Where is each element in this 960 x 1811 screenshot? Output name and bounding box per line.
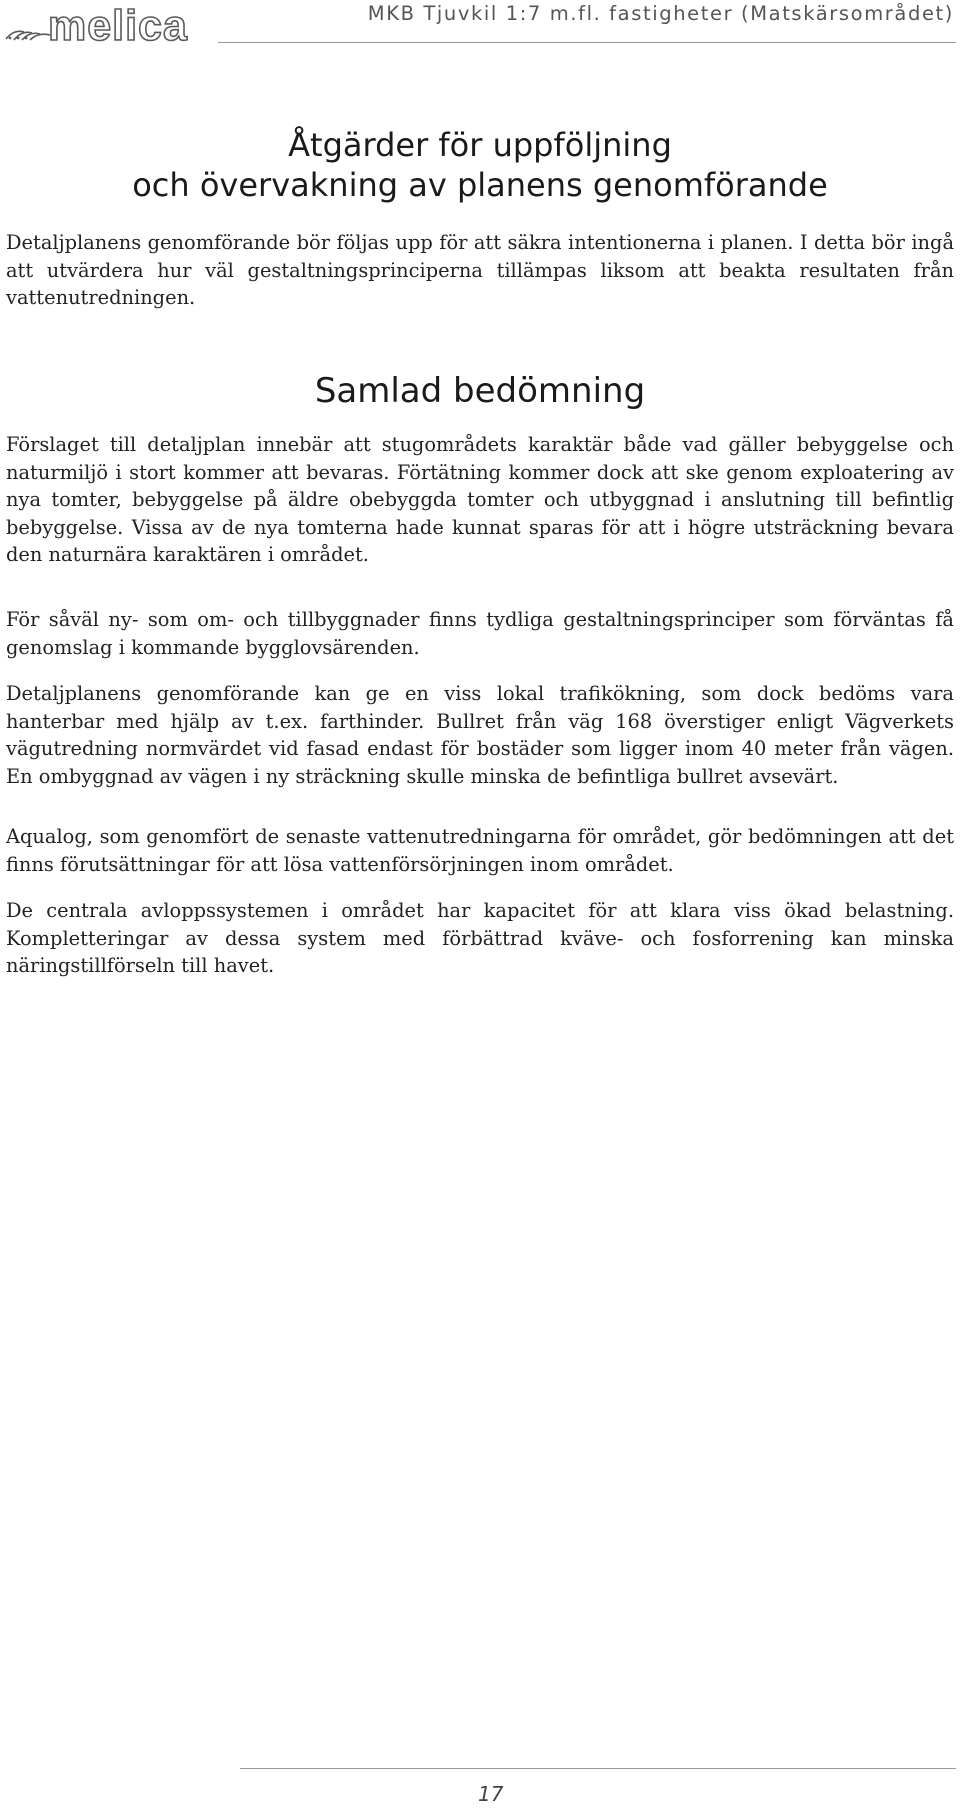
section-heading: Samlad bedömning bbox=[314, 371, 646, 411]
body-paragraph-5: De centrala avloppssystemen i området har kapacitet för att klara viss ökad belastning. Kompletteringar av dessa system med förbättrad kväve- och fosforrening kan minska näringstillförseln till havet. bbox=[6, 899, 954, 977]
document-title: MKB Tjuvkil 1:7 m.fl. fastigheter (Matskärsområdet) bbox=[367, 2, 954, 25]
header-divider bbox=[218, 42, 956, 43]
melica-logo bbox=[4, 2, 219, 50]
body-paragraph-4: Aqualog, som genomfört de senaste vattenutredningarna för området, gör bedömningen att det finns förutsättningar för att lösa vattenförsörjningen inom området. bbox=[6, 825, 954, 876]
main-heading-line2: och övervakning av planens genomförande bbox=[132, 166, 828, 204]
main-heading bbox=[0, 125, 960, 205]
footer-divider bbox=[240, 1768, 956, 1769]
body-paragraph-2: För såväl ny- som om- och tillbyggnader finns tydliga gestaltningsprinciper som förväntas få genomslag i kommande bygglovsärenden. bbox=[6, 608, 954, 659]
grass-icon bbox=[4, 26, 52, 42]
page-number: 17 bbox=[478, 1782, 504, 1806]
body-paragraph-1: Förslaget till detaljplan innebär att stugområdets karaktär både vad gäller bebyggelse och naturmiljö i stort kommer att bevaras. Förtätning kommer dock att ske genom exploatering av nya tomter, bebyggelse på äldre obebyggda tomter och utbyggnad i anslutning till befintlig bebyggelse. Vissa av de nya tomterna hade kunnat sparas för att i högre utsträckning bevara den naturnära karaktären i området. bbox=[6, 433, 954, 566]
main-heading-line1: Åtgärder för uppföljning bbox=[288, 126, 672, 164]
body-paragraph-3: Detaljplanens genomförande kan ge en viss lokal trafikökning, som dock bedöms vara hanterbar med hjälp av t.ex. farthinder. Bullret från väg 168 överstiger enligt Vägverkets vägutredning normvärdet vid fasad endast för bostäder som ligger inom 40 meter från vägen. En ombyggnad av vägen i ny sträckning skulle minska de befintliga bullret avsevärt. bbox=[6, 682, 954, 788]
logo-text: melica bbox=[48, 2, 188, 50]
intro-paragraph: Detaljplanens genomförande bör följas upp för att säkra intentionerna i planen. I detta bör ingå att utvärdera hur väl gestaltningsprinciperna tillämpas liksom att beakta resultaten från vattenutredningen. bbox=[6, 231, 954, 309]
page-header bbox=[0, 0, 960, 48]
